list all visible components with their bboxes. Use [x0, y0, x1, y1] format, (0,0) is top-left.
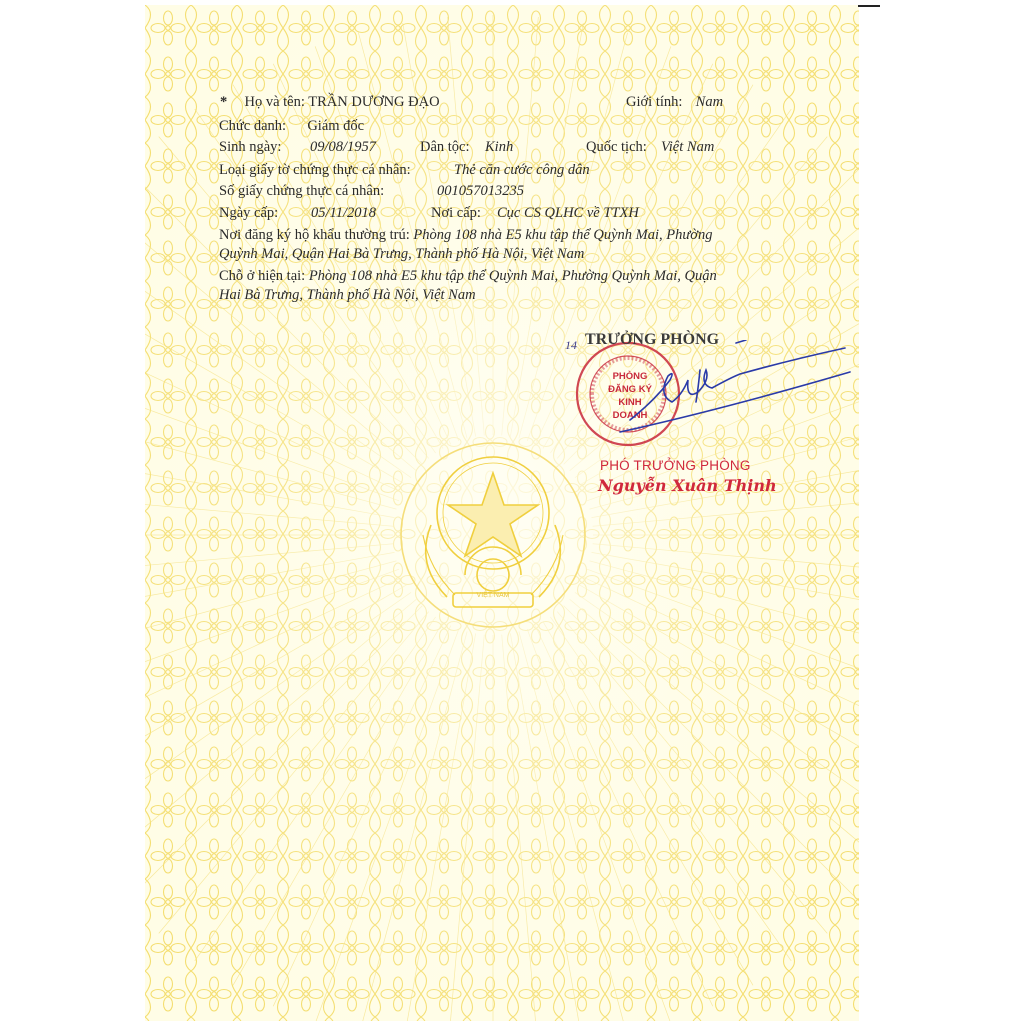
current-label: Chỗ ở hiện tại: [219, 268, 306, 284]
id-number-value: 001057013235 [437, 183, 524, 199]
handwritten-number: 14 [565, 338, 577, 352]
deputy-name: Nguyễn Xuân Thịnh [598, 476, 777, 495]
document-page [145, 5, 859, 1021]
gender-row [626, 93, 723, 111]
stamp-line-1: PHÒNG [612, 371, 648, 382]
issue-date-label: Ngày cấp: [219, 205, 279, 221]
current-value-2: Hai Bà Trưng, Thành phố Hà Nội, Việt Nam [219, 287, 476, 303]
nationality-value: Việt Nam [661, 139, 715, 155]
permanent-value-1: Phòng 108 nhà E5 khu tập thể Quỳnh Mai, Phường [413, 227, 713, 243]
name-label: Họ và tên: [244, 94, 305, 110]
permanent-value-2: Quỳnh Mai, Quận Hai Bà Trưng, Thành phố Hà Nội, Việt Nam [219, 246, 585, 262]
gender-label: Giới tính: [626, 94, 683, 110]
name-value: TRẦN DƯƠNG ĐẠO [308, 94, 440, 110]
nationality-label: Quốc tịch: [586, 139, 647, 155]
stamp-line-2: ĐĂNG KÝ [608, 384, 652, 395]
position-label: Chức danh: [219, 118, 287, 134]
name-row [220, 93, 440, 111]
position-value: Giám đốc [307, 118, 365, 134]
permanent-label: Nơi đăng ký hộ khẩu thường trú: [219, 227, 410, 243]
corner-mark [858, 5, 880, 7]
position-row [219, 117, 364, 135]
gender-value: Nam [695, 94, 724, 110]
handwritten-signature [560, 340, 860, 450]
deputy-title: PHÓ TRƯỞNG PHÒNG [600, 458, 751, 473]
bullet: * [220, 94, 228, 110]
security-pattern-background [145, 5, 859, 1021]
signatory-heading: TRƯỞNG PHÒNG [585, 331, 720, 348]
id-type-label: Loại giấy tờ chứng thực cá nhân: [219, 162, 411, 178]
emblem-text: VIỆT NAM [476, 592, 510, 599]
dob-label: Sinh ngày: [219, 139, 282, 155]
current-row [219, 267, 717, 285]
dob-value: 09/08/1957 [310, 139, 377, 155]
id-type-value: Thẻ căn cước công dân [454, 162, 590, 178]
issue-place-value: Cục CS QLHC về TTXH [497, 205, 639, 221]
issue-date-value: 05/11/2018 [311, 205, 376, 221]
id-number-label: Số giấy chứng thực cá nhân: [219, 183, 385, 199]
issue-place-label: Nơi cấp: [431, 205, 481, 221]
permanent-row [219, 226, 713, 244]
current-value-1: Phòng 108 nhà E5 khu tập thể Quỳnh Mai, Phường Quỳnh Mai, Quận [308, 268, 717, 284]
ethnic-value: Kinh [485, 139, 514, 155]
ethnic-label: Dân tộc: [420, 139, 470, 155]
stamp-line-3: KINH DOANH [612, 397, 648, 421]
